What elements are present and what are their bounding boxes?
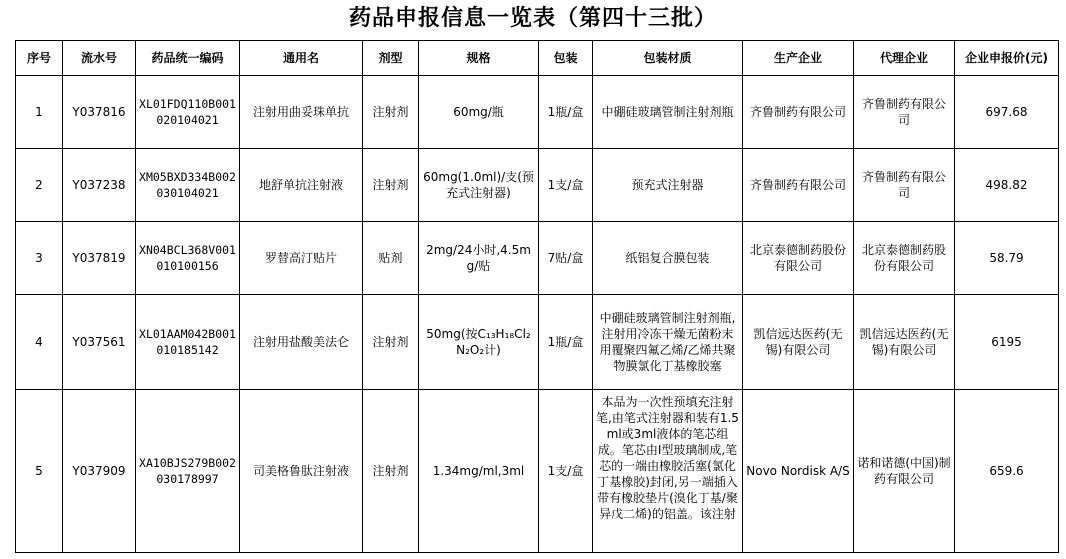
drug-application-table [15,40,1059,553]
table-row [16,295,1059,390]
cell-maker: Novo Nordisk A/S [743,390,854,553]
cell-code: XL01FDQ110B001020104021 [136,76,240,149]
cell-pack: 1瓶/盒 [539,76,593,149]
cell-maker: 凯信远达医药(无锡)有限公司 [743,295,854,390]
cell-form: 贴剂 [363,222,419,295]
cell-maker: 北京泰德制药股份有限公司 [743,222,854,295]
cell-spec: 60mg(1.0ml)/支(预充式注射器) [419,149,539,222]
cell-code: XA10BJS279B002030178997 [136,390,240,553]
cell-material [593,390,743,553]
cell-material-text: 本品为一次性预填充注射笔,由笔式注射器和装有1.5ml或3ml液体的笔芯组成。笔芯由I型玻璃制成,笔芯的一端由橡胶活塞(氯化丁基橡胶)封闭,另一端插入带有橡胶垫片(溴化丁基/聚异戊二烯)的铝盖。该注射 [596,395,739,521]
cell-spec: 2mg/24小时,4.5mg/贴 [419,222,539,295]
cell-form: 注射剂 [363,76,419,149]
header-pack: 包装 [539,41,593,76]
document-title: 药品申报信息一览表（第四十三批） [348,6,717,31]
cell-pack: 7贴/盒 [539,222,593,295]
table-row [16,390,1059,553]
cell-maker: 齐鲁制药有限公司 [743,149,854,222]
header-index: 序号 [16,41,63,76]
cell-name: 地舒单抗注射液 [240,149,363,222]
header-agent: 代理企业 [854,41,955,76]
cell-material: 纸铝复合膜包装 [593,222,743,295]
table-row [16,76,1059,149]
cell-spec: 1.34mg/ml,3ml [419,390,539,553]
cell-material: 中硼硅玻璃管制注射剂瓶,注射用冷冻干燥无菌粉末用覆聚四氟乙烯/乙烯共聚物膜氯化丁基橡胶塞 [593,295,743,390]
cell-serial: Y037909 [63,390,136,553]
table-row [16,222,1059,295]
cell-form: 注射剂 [363,295,419,390]
cell-index: 1 [16,76,63,149]
cell-agent: 北京泰德制药股份有限公司 [854,222,955,295]
cell-name: 注射用曲妥珠单抗 [240,76,363,149]
header-material: 包装材质 [593,41,743,76]
cell-form: 注射剂 [363,149,419,222]
header-serial: 流水号 [63,41,136,76]
header-spec: 规格 [419,41,539,76]
cell-agent: 诺和诺德(中国)制药有限公司 [854,390,955,553]
cell-price: 697.68 [955,76,1059,149]
cell-code: XL01AAM042B001010185142 [136,295,240,390]
header-price: 企业申报价(元) [955,41,1059,76]
cell-serial: Y037816 [63,76,136,149]
cell-index: 5 [16,390,63,553]
cell-agent: 齐鲁制药有限公司 [854,149,955,222]
cell-name: 注射用盐酸美法仑 [240,295,363,390]
cell-agent: 凯信远达医药(无锡)有限公司 [854,295,955,390]
cell-price: 6195 [955,295,1059,390]
cell-spec: 50mg(按C₁₃H₁₈Cl₂N₂O₂计) [419,295,539,390]
cell-pack: 1瓶/盒 [539,295,593,390]
cell-pack: 1支/盒 [539,390,593,553]
cell-pack: 1支/盒 [539,149,593,222]
cell-agent: 齐鲁制药有限公司 [854,76,955,149]
cell-index: 2 [16,149,63,222]
header-code: 药品统一编码 [136,41,240,76]
cell-index: 3 [16,222,63,295]
cell-code: XN04BCL368V001010100156 [136,222,240,295]
cell-form: 注射剂 [363,390,419,553]
cell-code: XM05BXD334B002030104021 [136,149,240,222]
cell-index: 4 [16,295,63,390]
table-header-row [16,41,1059,76]
cell-price: 498.82 [955,149,1059,222]
header-form: 剂型 [363,41,419,76]
cell-price: 58.79 [955,222,1059,295]
cell-serial: Y037819 [63,222,136,295]
cell-maker: 齐鲁制药有限公司 [743,76,854,149]
header-name: 通用名 [240,41,363,76]
cell-name: 罗替高汀贴片 [240,222,363,295]
cell-serial: Y037561 [63,295,136,390]
cell-serial: Y037238 [63,149,136,222]
cell-material: 中硼硅玻璃管制注射剂瓶 [593,76,743,149]
cell-name: 司美格鲁肽注射液 [240,390,363,553]
cell-price: 659.6 [955,390,1059,553]
cell-spec: 60mg/瓶 [419,76,539,149]
table-row [16,149,1059,222]
header-maker: 生产企业 [743,41,854,76]
cell-material: 预充式注射器 [593,149,743,222]
